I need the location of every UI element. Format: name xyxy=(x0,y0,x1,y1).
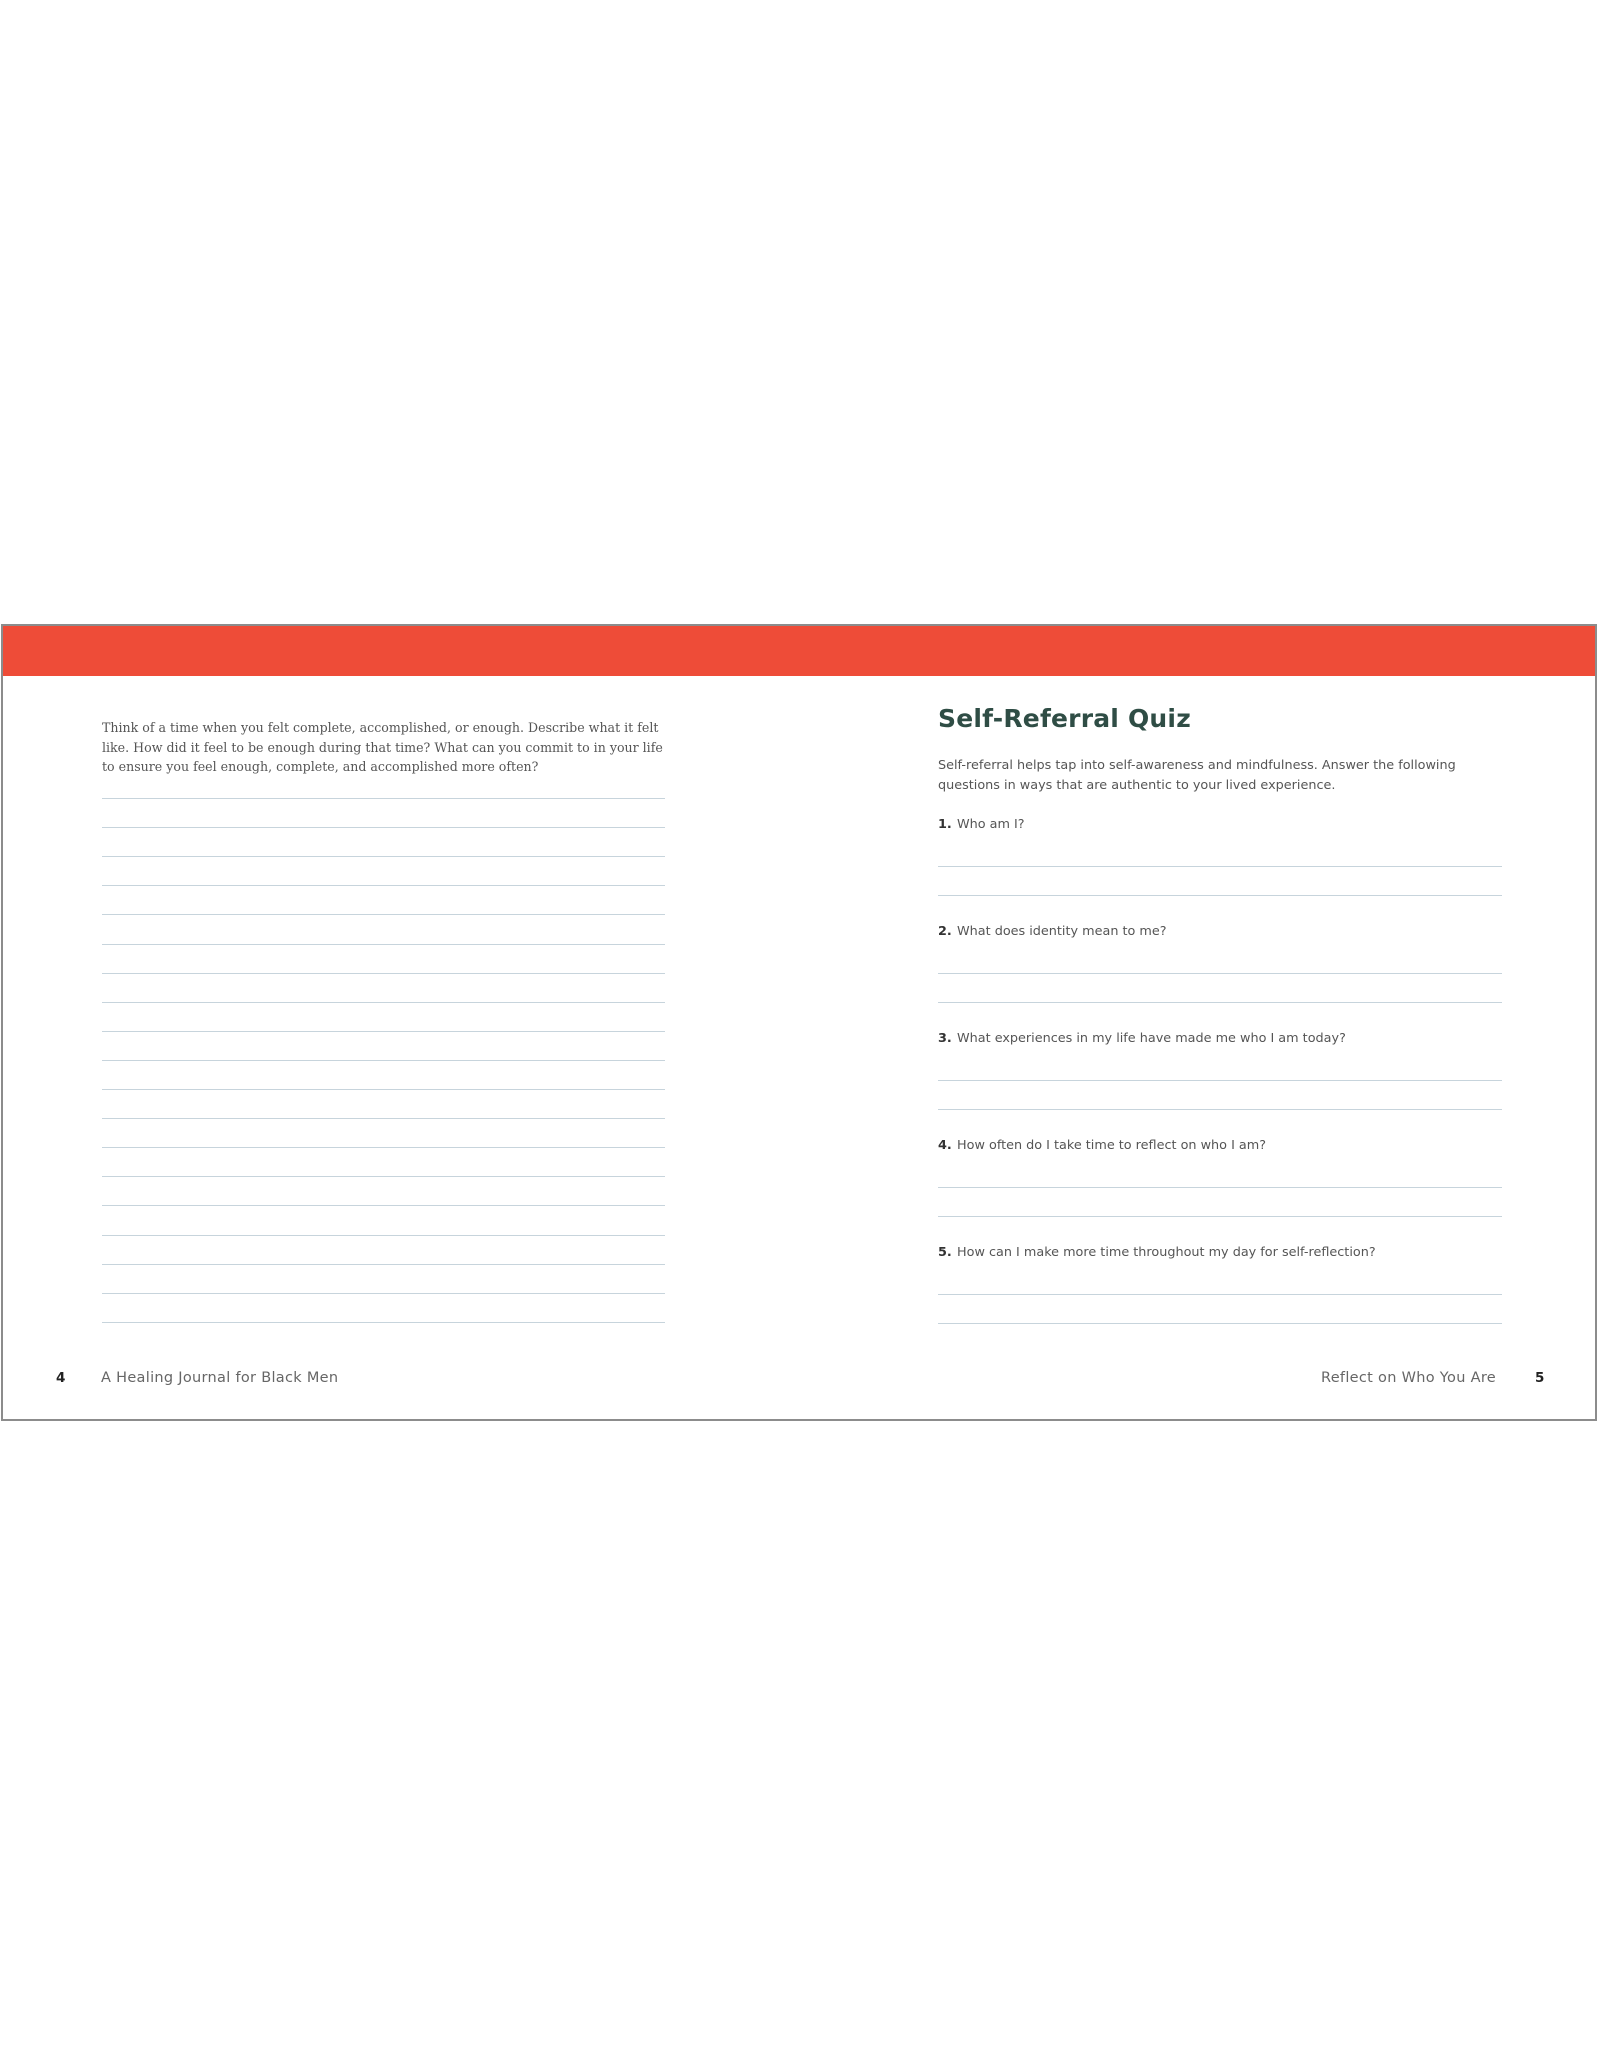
writing-line[interactable] xyxy=(102,944,665,945)
writing-line[interactable] xyxy=(102,1002,665,1003)
answer-line[interactable] xyxy=(938,866,1502,867)
writing-line[interactable] xyxy=(102,1176,665,1177)
writing-line[interactable] xyxy=(102,1235,665,1236)
writing-line[interactable] xyxy=(102,798,665,799)
writing-line[interactable] xyxy=(102,973,665,974)
top-color-band xyxy=(3,626,1595,676)
writing-line[interactable] xyxy=(102,1293,665,1294)
writing-line[interactable] xyxy=(102,1031,665,1032)
answer-line[interactable] xyxy=(938,1080,1502,1081)
question-5 xyxy=(938,1245,1502,1260)
question-text: Who am I? xyxy=(957,817,1025,832)
journal-prompt: Think of a time when you felt complete, accomplished, or enough. Describe what it felt like. How did it feel to be enough during that time? What can you commit to in your life to ensure you feel enough, complete, and accomplished more often? xyxy=(102,720,663,774)
writing-line[interactable] xyxy=(102,914,665,915)
writing-line[interactable] xyxy=(102,1060,665,1061)
question-text: How can I make more time throughout my day for self-reflection? xyxy=(957,1245,1376,1260)
quiz-title: Self-Referral Quiz xyxy=(938,704,1191,733)
question-1 xyxy=(938,817,1502,832)
question-2 xyxy=(938,924,1502,939)
writing-line[interactable] xyxy=(102,1264,665,1265)
writing-line[interactable] xyxy=(102,1118,665,1119)
question-4 xyxy=(938,1138,1502,1153)
question-number: 4. xyxy=(938,1138,952,1153)
book-spread xyxy=(1,624,1597,1421)
left-page xyxy=(102,718,665,777)
writing-line[interactable] xyxy=(102,885,665,886)
writing-line[interactable] xyxy=(102,827,665,828)
writing-line[interactable] xyxy=(102,1089,665,1090)
writing-line[interactable] xyxy=(102,1205,665,1206)
left-running-title: A Healing Journal for Black Men xyxy=(101,1370,339,1386)
answer-line[interactable] xyxy=(938,973,1502,974)
question-number: 5. xyxy=(938,1245,952,1260)
answer-line[interactable] xyxy=(938,1109,1502,1110)
answer-line[interactable] xyxy=(938,1216,1502,1217)
answer-line[interactable] xyxy=(938,1294,1502,1295)
question-number: 3. xyxy=(938,1031,952,1046)
answer-line[interactable] xyxy=(938,1187,1502,1188)
question-text: What does identity mean to me? xyxy=(957,924,1167,939)
left-page-number: 4 xyxy=(56,1370,66,1386)
answer-line[interactable] xyxy=(938,1323,1502,1324)
question-number: 1. xyxy=(938,817,952,832)
writing-line[interactable] xyxy=(102,1147,665,1148)
question-number: 2. xyxy=(938,924,952,939)
writing-line[interactable] xyxy=(102,1322,665,1323)
question-text: How often do I take time to reflect on who I am? xyxy=(957,1138,1267,1153)
quiz-intro: Self-referral helps tap into self-awareness and mindfulness. Answer the following questions in ways that are authentic to your lived experience. xyxy=(938,758,1456,793)
question-3 xyxy=(938,1031,1502,1046)
writing-line[interactable] xyxy=(102,856,665,857)
right-page-number: 5 xyxy=(1535,1370,1545,1386)
answer-line[interactable] xyxy=(938,1002,1502,1003)
right-page xyxy=(938,704,1502,1260)
right-running-title: Reflect on Who You Are xyxy=(1320,1370,1496,1386)
question-text: What experiences in my life have made me who I am today? xyxy=(957,1031,1346,1046)
answer-line[interactable] xyxy=(938,895,1502,896)
